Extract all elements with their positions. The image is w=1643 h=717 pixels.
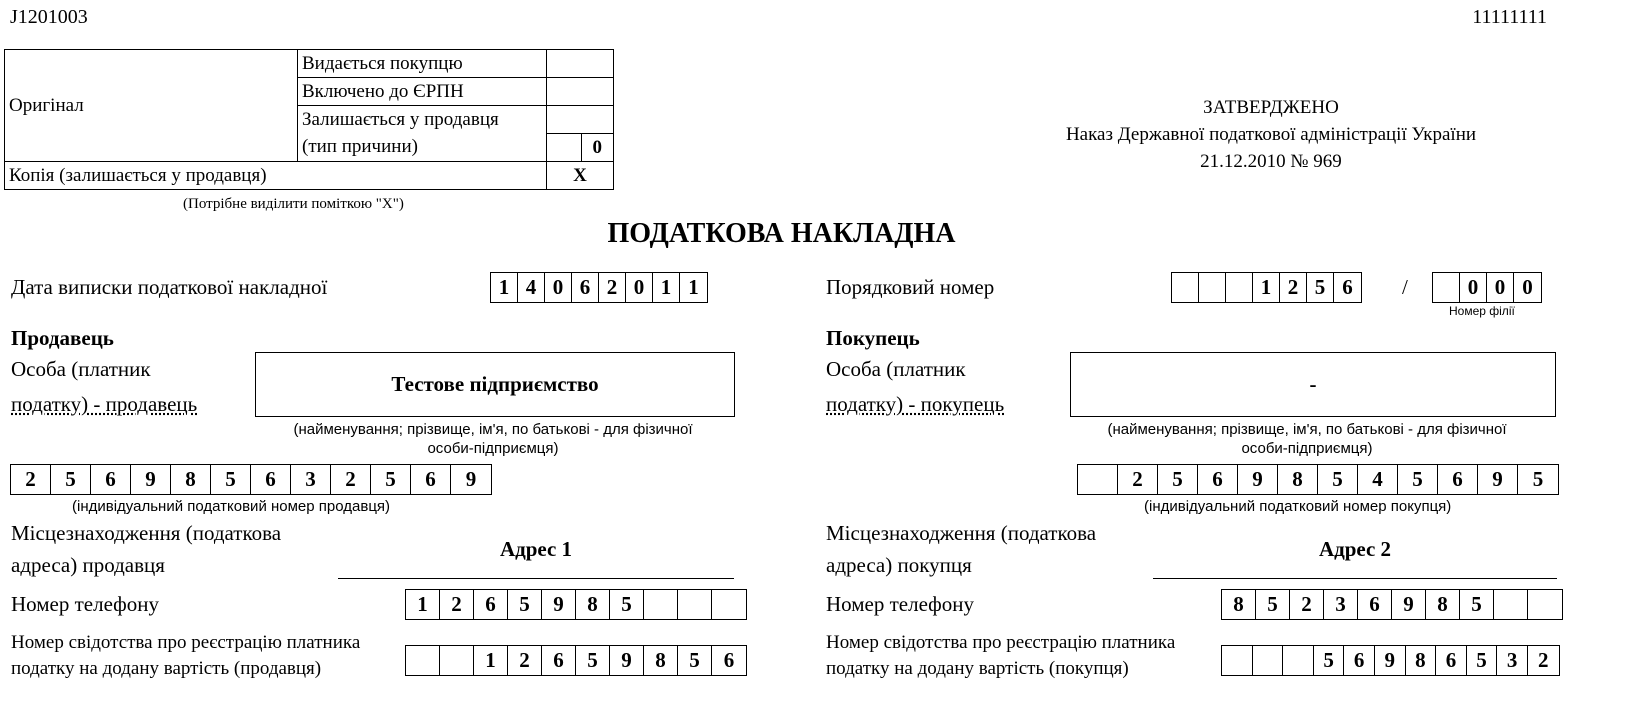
digit-box[interactable]: 2	[440, 590, 474, 619]
digit-box[interactable]: 5	[1318, 465, 1358, 494]
digit-box[interactable]: 5	[576, 646, 610, 675]
digit-box[interactable]: 1	[406, 590, 440, 619]
digit-box[interactable]: 4	[518, 273, 545, 302]
digit-box[interactable]	[712, 590, 746, 619]
digit-box[interactable]	[1528, 590, 1562, 619]
digit-box[interactable]: 5	[1158, 465, 1198, 494]
form-number-right: 11111111	[1472, 6, 1547, 28]
digit-box[interactable]: 3	[1497, 646, 1528, 675]
digit-box[interactable]	[1078, 465, 1118, 494]
digit-box[interactable]: 8	[171, 465, 211, 494]
digit-box[interactable]: 9	[610, 646, 644, 675]
digit-box[interactable]: 5	[1532, 467, 1544, 491]
seller-address-label: Місцезнаходження (податкова	[11, 521, 282, 545]
digit-box[interactable]	[1199, 273, 1226, 302]
approved-title: ЗАТВЕРДЖЕНО	[1203, 97, 1339, 118]
buyer-person-label: податку) - покупець	[826, 392, 1005, 416]
buyer-person-label: Особа (платник	[826, 357, 966, 381]
digit-box[interactable]: 5	[1314, 646, 1345, 675]
seller-person-label: податку) - продавець	[11, 392, 198, 416]
caption-line: особи-підприємця)	[427, 440, 559, 457]
digit-box[interactable]: 6	[572, 273, 599, 302]
distribution-table	[4, 49, 614, 190]
digit-box[interactable]: 6	[1342, 275, 1353, 299]
digit-box[interactable]: 6	[411, 465, 451, 494]
seller-name-field[interactable]: Тестове підприємство	[255, 352, 735, 416]
buyer-tax-number-caption: (індивідуальний податковий номер покупця)	[1144, 498, 1452, 515]
issue-date-label: Дата виписки податкової накладної	[11, 275, 328, 299]
digit-box[interactable]	[644, 590, 678, 619]
digit-box[interactable]: 9	[1478, 465, 1518, 494]
digit-box[interactable]: 6	[91, 465, 131, 494]
digit-box[interactable]: 1	[653, 273, 680, 302]
digit-box[interactable]: 8	[1278, 465, 1318, 494]
digit-box[interactable]: 2	[1280, 273, 1307, 302]
digit-box[interactable]: 8	[644, 646, 678, 675]
seller-heading: Продавець	[11, 326, 114, 350]
form-code: J1201003	[10, 6, 88, 28]
digit-box[interactable]: 0	[1487, 273, 1514, 302]
seller-address-label: адреса) продавця	[11, 553, 165, 577]
digit-box[interactable]: 4	[1358, 465, 1398, 494]
digit-box[interactable]: 6	[1358, 590, 1392, 619]
serial-number-label: Порядковий номер	[826, 275, 995, 299]
seller-phone-boxes[interactable]	[405, 589, 747, 620]
buyer-vat-label: Номер свідотства про реєстрацію платника	[826, 632, 1176, 653]
digit-box[interactable]: 6	[1344, 646, 1375, 675]
issue-date-boxes[interactable]	[490, 272, 708, 303]
digit-box[interactable]: 9	[1375, 646, 1406, 675]
digit-box[interactable]: 6	[1198, 465, 1238, 494]
buyer-vat-boxes[interactable]	[1221, 645, 1560, 676]
approved-date: 21.12.2010 № 969	[1200, 151, 1342, 172]
buyer-heading: Покупець	[826, 326, 920, 350]
digit-box[interactable]: 2	[1118, 465, 1158, 494]
branch-number-caption: Номер філії	[1449, 304, 1515, 318]
seller-name-caption	[276, 420, 710, 458]
buyer-address-value[interactable]: Адрес 2	[1318, 537, 1392, 561]
seller-tax-number-caption: (індивідуальний податковий номер продавця)	[72, 498, 391, 515]
digit-box[interactable]: 1	[491, 273, 518, 302]
digit-box[interactable]: 0	[626, 273, 653, 302]
digit-box[interactable]: 5	[1467, 646, 1498, 675]
digit-box[interactable]: 5	[51, 465, 91, 494]
buyer-name-caption	[1090, 420, 1524, 458]
digit-box[interactable]: 6	[251, 465, 291, 494]
digit-box[interactable]: 0	[545, 273, 572, 302]
approved-block	[1046, 94, 1496, 175]
seller-phone-label: Номер телефону	[11, 592, 160, 616]
digit-box[interactable]: 5	[1398, 465, 1438, 494]
seller-person-label: Особа (платник	[11, 357, 151, 381]
digit-box[interactable]: 6	[1438, 465, 1478, 494]
seller-vat-label: Номер свідотства про реєстрацію платника	[11, 632, 361, 653]
digit-box[interactable]: 9	[465, 467, 477, 491]
approved-order: Наказ Державної податкової адміністрації України	[1065, 124, 1477, 145]
digit-box[interactable]: 0	[1522, 275, 1533, 299]
seller-name-underline	[255, 416, 735, 417]
buyer-phone-label: Номер телефону	[826, 592, 975, 616]
caption-line: (найменування; прізвище, ім'я, по батькові - для фізичної	[1107, 421, 1507, 438]
reason-type-cell[interactable]: 0	[581, 134, 613, 162]
digit-box[interactable]: 9	[1392, 590, 1426, 619]
digit-box[interactable]: 2	[1537, 648, 1549, 672]
copy-mark-cell[interactable]: X	[547, 162, 614, 190]
digit-box[interactable]: 5	[1256, 590, 1290, 619]
digit-box[interactable]: 5	[610, 590, 644, 619]
digit-box[interactable]: 2	[1290, 590, 1324, 619]
digit-box[interactable]: 1	[474, 646, 508, 675]
caption-line: (найменування; прізвище, ім'я, по батькові - для фізичної	[293, 421, 693, 438]
distribution-mark-cell[interactable]	[547, 78, 614, 106]
buyer-vat-label: податку на додану вартість (покупця)	[826, 658, 1129, 679]
digit-box[interactable]: 9	[1238, 465, 1278, 494]
distribution-row-label: Включено до ЄРПН	[298, 78, 547, 106]
digit-box[interactable]	[1494, 590, 1528, 619]
digit-box[interactable]: 3	[1324, 590, 1358, 619]
digit-box[interactable]: 5	[1307, 273, 1334, 302]
digit-box[interactable]	[406, 646, 440, 675]
buyer-name-field[interactable]: -	[1070, 352, 1556, 416]
digit-box[interactable]: 3	[291, 465, 331, 494]
distribution-note: (Потрібне виділити поміткою "Х")	[183, 196, 404, 212]
buyer-address-label: адреса) покупця	[826, 553, 972, 577]
digit-box[interactable]: 8	[1406, 646, 1437, 675]
seller-vat-label: податку на додану вартість (продавця)	[11, 658, 322, 679]
digit-box[interactable]: 5	[211, 465, 251, 494]
seller-address-value[interactable]: Адрес 1	[499, 537, 573, 561]
seller-vat-boxes[interactable]	[405, 645, 747, 676]
branch-number-boxes[interactable]	[1432, 272, 1542, 303]
serial-separator: /	[1402, 275, 1408, 299]
digit-box[interactable]	[1222, 646, 1253, 675]
distribution-mark-cell[interactable]	[547, 50, 614, 78]
digit-box[interactable]: 1	[688, 275, 699, 299]
distribution-mark-cell[interactable]	[547, 106, 614, 134]
distribution-row-label: Видається покупцю	[298, 50, 547, 78]
digit-box[interactable]	[1172, 273, 1199, 302]
copy-label: Копія (залишається у продавця)	[5, 162, 547, 190]
digit-box[interactable]: 8	[1222, 590, 1256, 619]
caption-line: особи-підприємця)	[1241, 440, 1373, 457]
distribution-row-label: (тип причини)	[298, 134, 547, 162]
digit-box[interactable]: 5	[508, 590, 542, 619]
digit-box[interactable]	[1433, 273, 1460, 302]
digit-box[interactable]: 1	[1253, 273, 1280, 302]
distribution-mark-cell	[547, 134, 582, 162]
distribution-row-label: Залишається у продавця	[298, 106, 547, 134]
original-label: Оригінал	[5, 50, 298, 162]
digit-box[interactable]: 9	[542, 590, 576, 619]
buyer-phone-boxes[interactable]	[1221, 589, 1563, 620]
seller-tax-number-boxes[interactable]	[10, 464, 492, 495]
digit-box[interactable]	[1253, 646, 1284, 675]
digit-box[interactable]: 9	[131, 465, 171, 494]
serial-number-boxes[interactable]	[1171, 272, 1362, 303]
digit-box[interactable]: 2	[599, 273, 626, 302]
digit-box[interactable]: 5	[678, 646, 712, 675]
digit-box[interactable]: 8	[1426, 590, 1460, 619]
digit-box[interactable]: 8	[576, 590, 610, 619]
buyer-address-underline	[1153, 578, 1557, 579]
digit-box[interactable]	[1226, 273, 1253, 302]
digit-box[interactable]: 6	[542, 646, 576, 675]
digit-box[interactable]	[440, 646, 474, 675]
buyer-tax-number-boxes[interactable]	[1077, 464, 1559, 495]
buyer-name-underline	[1070, 416, 1556, 417]
buyer-address-label: Місцезнаходження (податкова	[826, 521, 1097, 545]
digit-box[interactable]: 6	[723, 648, 735, 672]
digit-box[interactable]	[1283, 646, 1314, 675]
seller-address-underline	[338, 578, 734, 579]
digit-box[interactable]: 2	[11, 465, 51, 494]
digit-box[interactable]	[678, 590, 712, 619]
digit-box[interactable]: 6	[1436, 646, 1467, 675]
document-title: ПОДАТКОВА НАКЛАДНА	[607, 218, 956, 249]
digit-box[interactable]: 6	[474, 590, 508, 619]
digit-box[interactable]: 5	[371, 465, 411, 494]
digit-box[interactable]: 5	[1460, 590, 1494, 619]
digit-box[interactable]: 2	[508, 646, 542, 675]
digit-box[interactable]: 2	[331, 465, 371, 494]
digit-box[interactable]: 0	[1460, 273, 1487, 302]
